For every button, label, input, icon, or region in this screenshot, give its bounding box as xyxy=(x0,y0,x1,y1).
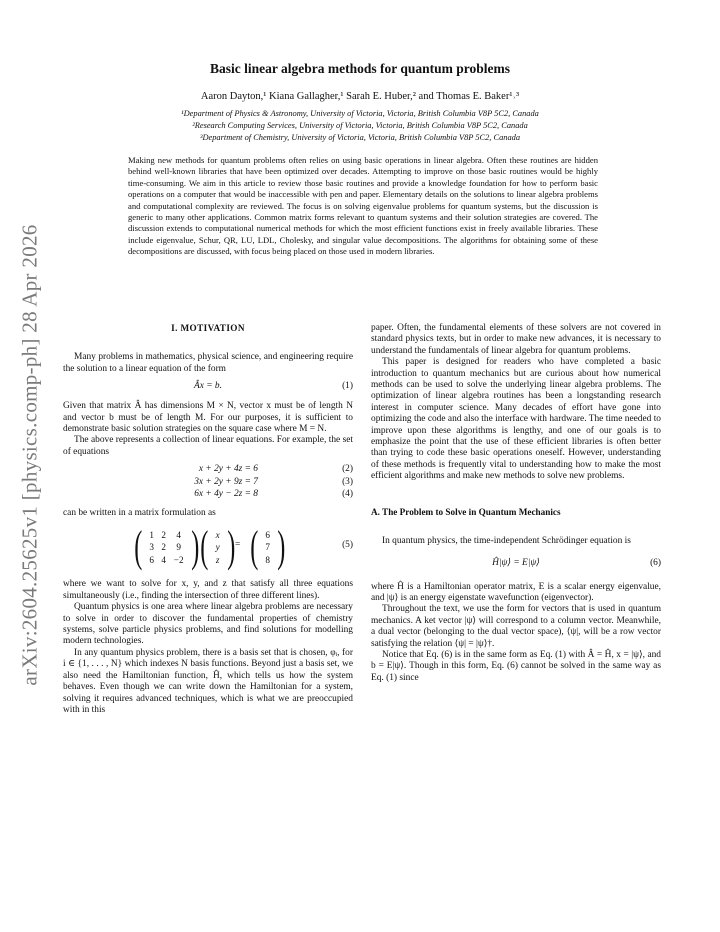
equation-math: Âx = b. xyxy=(194,381,222,392)
constant-vector: ( 6 7 8 ) xyxy=(250,522,286,572)
equation-number: (4) xyxy=(342,489,353,500)
paragraph: paper. Often, the fundamental elements of these solvers are not covered in standard physics texts, but in order to make new advances, it is necessary to understand the fundamentals of linear algebra for quantum problems. xyxy=(371,323,661,356)
paragraph: Given that matrix Â has dimensions M × N, vector x must be of length N and vector b must be of length M. For our purposes, it is sufficient to demonstrate basic solution strategies on the square case where M = N. xyxy=(63,401,353,435)
paragraph: This paper is designed for readers who have completed a basic introduction to quantum mechanics but are curious about how numerical methods can be used to solve the underlying linear algebra problems. The optimization of linear algebra routines has been a longstanding research interest in computer science. Many decades of effort have gone into optimizing the code and also the interface with hardware. The time needed to improve upon these algorithms is lengthy, and one of our goals is to emphasize the point that the use of these efficient libraries is often better than trying to code these basic operations oneself. However, understanding of these methods is frequently vital to understanding how to make the most efficient algorithms and make new methods to solve new problems. xyxy=(371,357,661,482)
arxiv-identifier: arXiv:2604.25625v1 [physics.comp-ph] 28 Apr 2026 xyxy=(17,224,42,686)
equation-number: (1) xyxy=(342,381,353,392)
equation-math: Ĥ|ψ⟩ = E|ψ⟩ xyxy=(492,557,540,568)
affiliation-3: ³Department of Chemistry, University of Victoria, Victoria, British Columbia V8P 5C2, Canada xyxy=(199,133,521,142)
equation-row xyxy=(63,477,353,490)
unknown-vector: ( x y z ) xyxy=(200,522,236,572)
equation-row xyxy=(63,489,353,502)
affiliation-2: ²Research Computing Services, University of Victoria, Victoria, British Columbia V8P 5C2, Canada xyxy=(192,121,528,130)
affiliation-1: ¹Department of Physics & Astronomy, University of Victoria, Victoria, British Columbia V8P 5C2, Canada xyxy=(181,109,539,118)
paragraph: where we want to solve for x, y, and z that satisfy all three equations simultaneously (i.e., finding the intersection of three different lines). xyxy=(63,579,353,601)
paragraph: can be written in a matrix formulation as xyxy=(63,508,216,519)
equation-math: x + 2y + 4z = 6 xyxy=(198,464,258,475)
equation-number: (6) xyxy=(650,557,661,568)
right-column xyxy=(371,323,661,684)
abstract: Making new methods for quantum problems often relies on using basic operations in linear algebra. Often these routines are hidden behind well-known libraries that have been optimized over decades. Attempting to improve on those basic routines would be highly time-consuming. We aim in this article to review those basic routines and provide a knowledge foundation for how to perform basic operations on a computer that would be inaccessible with pen and paper. Elementary details on the solutions to linear algebra problems and computational complexity are reviewed. The focus is on solving eigenvalue problems for quantum systems, but the discussion is generic to many other applications. Common matrix forms relevant to quantum systems and their solution strategies are covered. The discussion extends to computational numerical methods for which the most efficient functions exist in freely available libraries. These include eigenvalue, Schur, QR, LU, LDL, Cholesky, and singular value decompositions. The algorithms for obtaining some of these decompositions are discussed, with focus being placed on those used in modern libraries. xyxy=(128,155,598,257)
paragraph: Many problems in mathematics, physical science, and engineering require the solution to a linear equation of the form xyxy=(63,352,353,374)
equation-number: (2) xyxy=(342,464,353,475)
equation-1 xyxy=(63,381,353,395)
arxiv-sidebar-stamp xyxy=(8,205,52,705)
paragraph: Throughout the text, we use the form for vectors that is used in quantum mechanics. A ket vector |ψ⟩ will correspond to a column vector. Meanwhile, a dual vector (belonging to the dual vector space), ⟨ψ|, will be a row vector satisfying the relation ⟨ψ| = |ψ⟩†. xyxy=(371,604,661,649)
section-title: I. MOTIVATION xyxy=(171,323,245,333)
paragraph: The above represents a collection of linear equations. For example, the set of equations xyxy=(63,435,353,457)
equation-number: (5) xyxy=(342,540,353,551)
subsection-title: A. The Problem to Solve in Quantum Mechanics xyxy=(371,506,561,517)
equation-6 xyxy=(371,558,661,572)
equation-set xyxy=(63,464,353,502)
equation-math: 3x + 2y + 9z = 7 xyxy=(194,476,258,487)
author-list: Aaron Dayton,¹ Kiana Gallagher,¹ Sarah E. Huber,² and Thomas E. Baker¹˒³ xyxy=(200,91,520,102)
paragraph: Quantum physics is one area where linear algebra problems are necessary to solve in order to discover the fundamental properties of chemistry systems, solve particle physics problems, and find solutions for modelling modern technologies. xyxy=(63,602,353,647)
equation-5-matrix xyxy=(63,523,353,575)
coefficient-matrix: ( 1 2 4 3 2 9 6 4 −2 ) xyxy=(134,522,200,572)
paragraph: where Ĥ is a Hamiltonian operator matrix, E is a scalar energy eigenvalue, and |ψ⟩ is an energy eigenstate wavefunction (eigenvector). xyxy=(371,581,661,603)
left-column xyxy=(63,323,353,716)
equation-row xyxy=(63,464,353,477)
paragraph: In any quantum physics problem, there is a basis set that is chosen, φᵢ, for i ∈ {1, . . . , N} which indexes N basis functions. Beyond just a basis set, we also need the Hamiltonian function, Ĥ, which tells us how the system behaves. Even though we can write down the Hamiltonian for a system, solving it requires advanced techniques, which is what we are preoccupied with in this xyxy=(63,647,353,715)
equation-math: 6x + 4y − 2z = 8 xyxy=(194,489,258,500)
paper-title: Basic linear algebra methods for quantum problems xyxy=(209,61,511,76)
equation-number: (3) xyxy=(342,476,353,487)
paragraph: In quantum physics, the time-independent Schrödinger equation is xyxy=(382,536,631,547)
paragraph: Notice that Eq. (6) is in the same form as Eq. (1) with Â = Ĥ, x = |ψ⟩, and b = E|ψ⟩. Though in this form, Eq. (6) cannot be solved in the same way as Eq. (1) since xyxy=(371,649,661,683)
equals-sign: = xyxy=(235,540,241,551)
